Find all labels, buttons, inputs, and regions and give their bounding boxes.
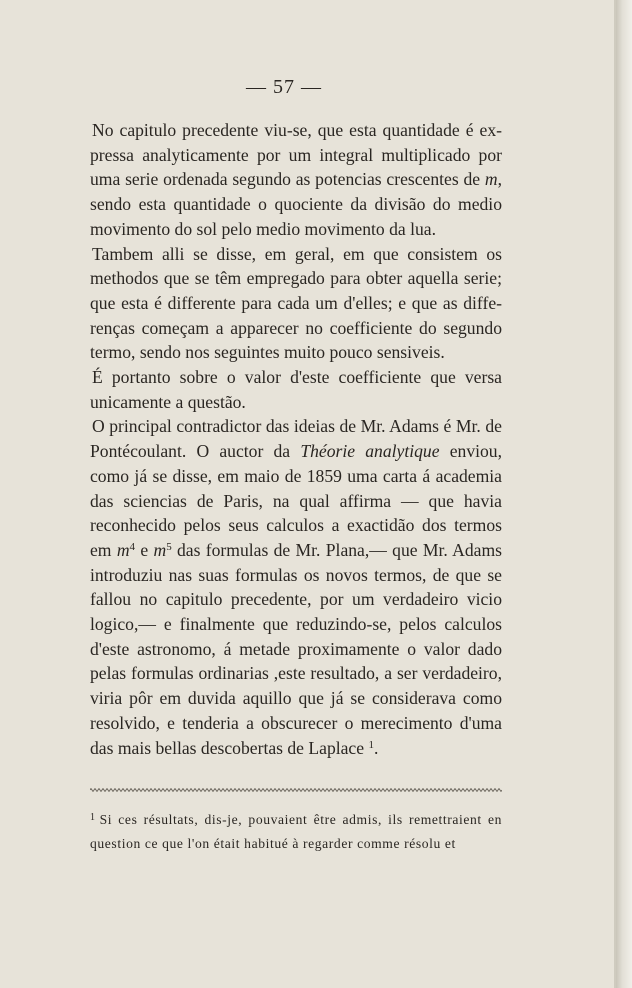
paragraph-1 — [90, 118, 502, 242]
superscript: 4 — [129, 540, 136, 553]
footnote-text: Si ces résultats, dis-je, pouvaient être admis, ils remettraient en question ce que l'on était habitué à regarder comme résolu et — [90, 812, 502, 851]
italic-text: Théorie analytique — [300, 441, 440, 462]
footnote — [90, 806, 502, 856]
text-run: É portanto sobre o valor d'este coefficiente que versa unicamente a questão. — [90, 367, 502, 412]
paragraph-2 — [90, 242, 502, 366]
paragraph-3 — [90, 365, 502, 414]
page-number: — 57 — — [246, 76, 322, 98]
paragraph-4 — [90, 414, 502, 760]
text-run: , sendo esta quantidade o quociente da divisão do medio movimento do sol pelo medio movimento da lua. — [90, 169, 502, 239]
page-edge — [616, 0, 632, 988]
text-run: das formulas de Mr. Plana,— que Mr. Adams introduziu nas suas formulas os novos termos, de que se fallou no capitulo precedente, por um verdadeiro vicio logico,— e finalmente que reduzindo-se, pelos calculos d'este astronomo, á metade proximamente o valor dado pelas formulas ordinarias ,este resultado, a ser verdadeiro, viria pôr em duvida aquillo que já se considerava como resolvido, e tenderia a obscurecer o merecimento d'uma das mais bellas descobertas de Laplace — [90, 539, 502, 758]
superscript: 5 — [166, 540, 172, 553]
italic-text: m — [153, 539, 167, 560]
italic-text: m — [116, 539, 130, 560]
footnote-mark: 1 — [90, 812, 96, 823]
text-run: enviou, como já se disse, em maio de 1859 uma carta á academia das sciencias de Paris, na qual affirma — que havia reconhecido pelos seus calculos a exactidão dos termos em — [90, 441, 502, 560]
text-run: Tambem alli se disse, em geral, em que consistem os methodos que se têm empregado para obter aquella serie; que esta é differente para cada um d'elles; e que as differenças começam a apparecer no coefficiente do segundo termo, sendo nos seguintes muito pouco sensiveis. — [90, 243, 502, 363]
superscript: 1 — [368, 738, 374, 751]
body-text — [90, 118, 502, 760]
italic-text: m — [484, 169, 498, 190]
text-run: No capitulo precedente viu-se, que esta quantidade é expressa analyticamente por um integral multiplicado por uma serie ordenada segundo as potencias crescentes de — [90, 120, 502, 190]
text-run: e — [135, 539, 154, 560]
footnote-separator-rule — [90, 786, 502, 794]
text-run: . — [373, 737, 379, 758]
text-run: O principal contradictor das ideias de Mr. Adams é Mr. de Pontécoulant. O auctor da — [90, 416, 502, 462]
